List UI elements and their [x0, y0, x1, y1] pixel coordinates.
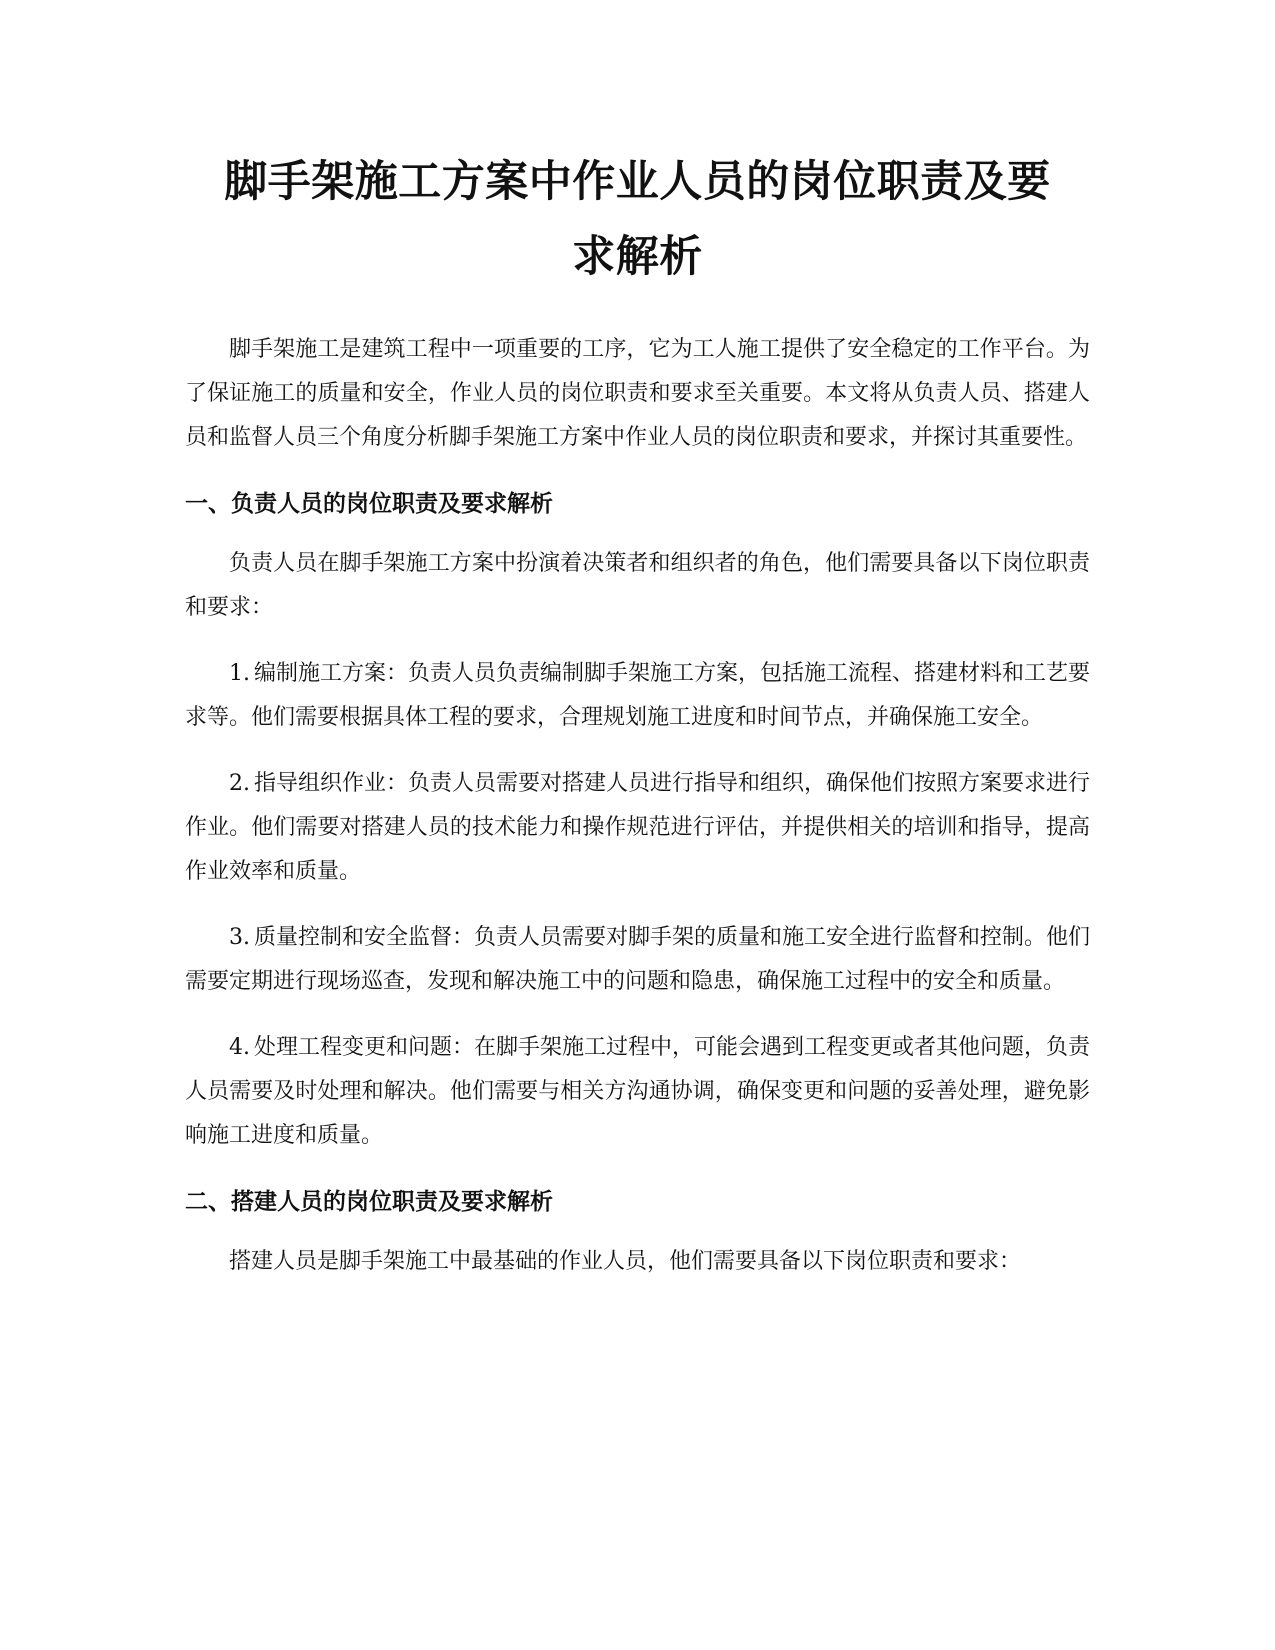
section-1-item-4 [185, 1026, 1090, 1158]
document-title [185, 145, 1090, 295]
section-1 [185, 482, 1090, 1158]
section-1-lead: 负责人员在脚手架施工方案中扮演着决策者和组织者的角色，他们需要具备以下岗位职责和要求： [185, 551, 1090, 620]
title-line-1: 脚手架施工方案中作业人员的岗位职责及要 [224, 157, 1051, 207]
item-number: 4. [229, 1035, 250, 1060]
item-number: 3. [229, 925, 250, 950]
document-page [185, 145, 1090, 1306]
intro-paragraph: 脚手架施工是建筑工程中一项重要的工序，它为工人施工提供了安全稳定的工作平台。为了保证施工的质量和安全，作业人员的岗位职责和要求至关重要。本文将从负责人员、搭建人员和监督人员三个角度分析脚手架施工方案中作业人员的岗位职责和要求，并探讨其重要性。 [185, 337, 1090, 450]
item-number: 2. [229, 771, 250, 796]
item-text: 编制施工方案：负责人员负责编制脚手架施工方案，包括施工流程、搭建材料和工艺要求等。他们需要根据具体工程的要求，合理规划施工进度和时间节点，并确保施工安全。 [185, 661, 1091, 730]
item-number: 1. [229, 661, 250, 686]
section-2-lead: 搭建人员是脚手架施工中最基础的作业人员，他们需要具备以下岗位职责和要求： [229, 1249, 1022, 1274]
section-1-item-1 [185, 652, 1090, 740]
intro-block [185, 328, 1090, 460]
section-2-heading: 二、搭建人员的岗位职责及要求解析 [185, 1189, 553, 1215]
item-text: 处理工程变更和问题：在脚手架施工过程中，可能会遇到工程变更或者其他问题，负责人员需要及时处理和解决。他们需要与相关方沟通协调，确保变更和问题的妥善处理，避免影响施工进度和质量。 [185, 1035, 1091, 1148]
item-text: 质量控制和安全监督：负责人员需要对脚手架的质量和施工安全进行监督和控制。他们需要定期进行现场巡查，发现和解决施工中的问题和隐患，确保施工过程中的安全和质量。 [185, 925, 1091, 994]
section-1-heading: 一、负责人员的岗位职责及要求解析 [185, 491, 553, 517]
section-2 [185, 1180, 1090, 1284]
item-text: 指导组织作业：负责人员需要对搭建人员进行指导和组织，确保他们按照方案要求进行作业。他们需要对搭建人员的技术能力和操作规范进行评估，并提供相关的培训和指导，提高作业效率和质量。 [185, 771, 1091, 884]
section-1-item-2 [185, 762, 1090, 894]
title-line-2: 求解析 [572, 232, 703, 282]
section-1-item-3 [185, 916, 1090, 1004]
